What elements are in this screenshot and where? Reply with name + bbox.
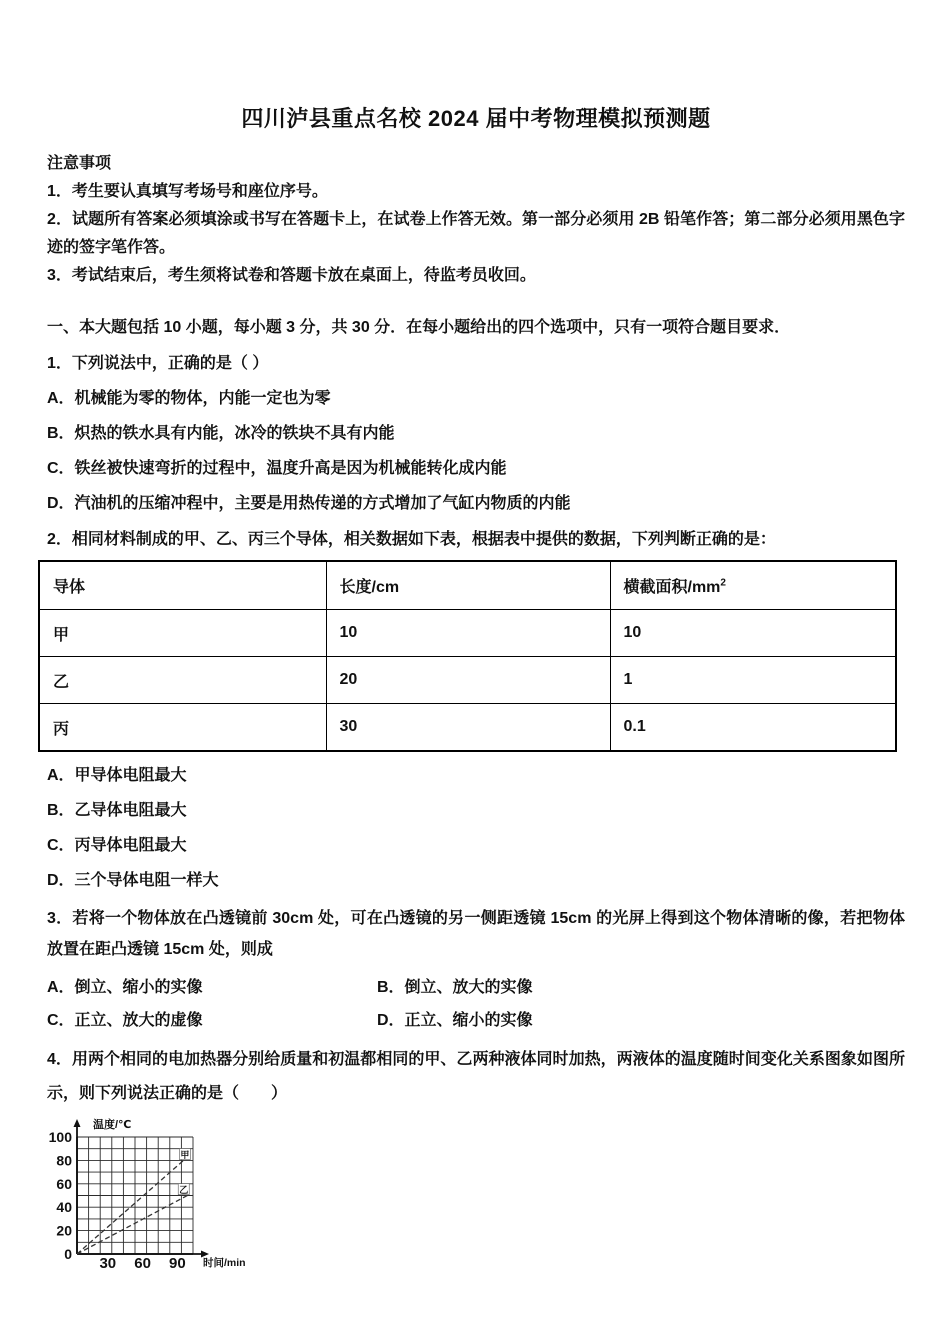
- origin-tick-label: 0: [64, 1246, 72, 1262]
- question-4-stem: 4．用两个相同的电加热器分别给质量和初温都相同的甲、乙两种液体同时加热，两液体的温度随时间变化关系图象如图所示，则下列说法正确的是（ ）: [47, 1051, 905, 1102]
- q3-option-d: D．正立、缩小的实像: [377, 1012, 533, 1029]
- table-header-length: 长度/cm: [326, 561, 610, 610]
- question-2-options: [47, 762, 905, 895]
- cell-area: 1: [610, 657, 896, 704]
- y-tick-label: 20: [56, 1222, 72, 1239]
- table-header-row: [39, 561, 896, 610]
- question-3: [47, 903, 905, 1035]
- q3-option-c: C．正立、放大的虚像: [47, 1012, 203, 1029]
- question-3-stem: 3．若将一个物体放在凸透镜前 30cm 处，可在凸透镜的另一侧距透镜 15cm 的光屏上得到这个物体清晰的像，若把物体放置在距凸透镜 15cm 处，则成: [47, 910, 905, 958]
- x-tick-label: 60: [134, 1255, 151, 1272]
- notice-heading: 注意事项: [47, 155, 112, 172]
- q2-option-c: C．丙导体电阻最大: [47, 837, 187, 854]
- question-2: [47, 526, 905, 895]
- cell-length: 30: [326, 704, 610, 752]
- cell-length: 20: [326, 657, 610, 704]
- y-tick-label: 40: [56, 1199, 72, 1216]
- question-1-options: [47, 385, 905, 518]
- cell-area: 10: [610, 610, 896, 657]
- q3-option-a: A．倒立、缩小的实像: [47, 979, 203, 996]
- q2-option-b: B．乙导体电阻最大: [47, 802, 187, 819]
- question-2-stem: 2．相同材料制成的甲、乙、丙三个导体，相关数据如下表，根据表中提供的数据，下列判断正确的是：: [47, 531, 776, 548]
- cell-length: 10: [326, 610, 610, 657]
- notice-item-1: 1．考生要认真填写考场号和座位序号。: [47, 183, 328, 200]
- q1-option-a: A．机械能为零的物体，内能一定也为零: [47, 390, 331, 407]
- table-row: [39, 704, 896, 752]
- question-1: [47, 350, 905, 518]
- page-title: 四川泸县重点名校 2024 届中考物理模拟预测题: [241, 106, 711, 131]
- conductor-table: [38, 560, 897, 752]
- table-header-area: 横截面积$/mm^2$: [610, 561, 896, 610]
- x-tick-label: 30: [99, 1255, 117, 1272]
- q1-option-d: D．汽油机的压缩冲程中，主要是用热传递的方式增加了气缸内物质的内能: [47, 495, 571, 512]
- series-label-甲: 甲: [180, 1150, 190, 1161]
- q1-option-c: C．铁丝被快速弯折的过程中，温度升高是因为机械能转化成内能: [47, 460, 507, 477]
- heating-chart-svg: [40, 1115, 290, 1285]
- series-label-乙: 乙: [179, 1185, 189, 1196]
- notice-item-2: 2．试题所有答案必须填涂或书写在答题卡上，在试卷上作答无效。第一部分必须用 2B 铅笔作答；第二部分必须用黑色字迹的签字笔作答。: [47, 211, 905, 256]
- table-row: [39, 610, 896, 657]
- cell-conductor: 乙: [39, 657, 326, 704]
- table-header-area-sup: 2: [720, 577, 726, 589]
- table-header-conductor: 导体: [39, 561, 326, 610]
- y-tick-label: 100: [48, 1129, 72, 1145]
- question-4: [47, 1043, 905, 1285]
- x-tick-label: 90: [169, 1255, 186, 1272]
- notice-section: [47, 150, 905, 290]
- section-heading: 一、本大题包括 10 小题，每小题 3 分，共 30 分．在每小题给出的四个选项中，只有一项符合题目要求．: [47, 319, 791, 336]
- chart-x-label: 时间/min: [203, 1257, 246, 1269]
- y-tick-label: 80: [56, 1152, 72, 1169]
- y-tick-label: 60: [56, 1175, 72, 1192]
- chart-y-label: 温度/℃: [93, 1119, 132, 1131]
- notice-item-3: 3．考试结束后，考生须将试卷和答题卡放在桌面上，待监考员收回。: [47, 267, 536, 284]
- cell-conductor: 甲: [39, 610, 326, 657]
- question-1-stem: 1．下列说法中，正确的是（ ）: [47, 355, 269, 372]
- cell-conductor: 丙: [39, 704, 326, 752]
- series-line-乙: [77, 1194, 190, 1254]
- y-axis-arrow-icon: [74, 1119, 81, 1127]
- q2-option-a: A．甲导体电阻最大: [47, 767, 187, 784]
- q3-option-b: B．倒立、放大的实像: [377, 979, 533, 996]
- question-3-options: [47, 969, 905, 1035]
- table-row: [39, 657, 896, 704]
- heating-chart: [40, 1115, 905, 1285]
- cell-area: 0.1: [610, 704, 896, 752]
- series-line-甲: [77, 1159, 185, 1254]
- q2-option-d: D．三个导体电阻一样大: [47, 872, 219, 889]
- q1-option-b: B．炽热的铁水具有内能，冰冷的铁块不具有内能: [47, 425, 395, 442]
